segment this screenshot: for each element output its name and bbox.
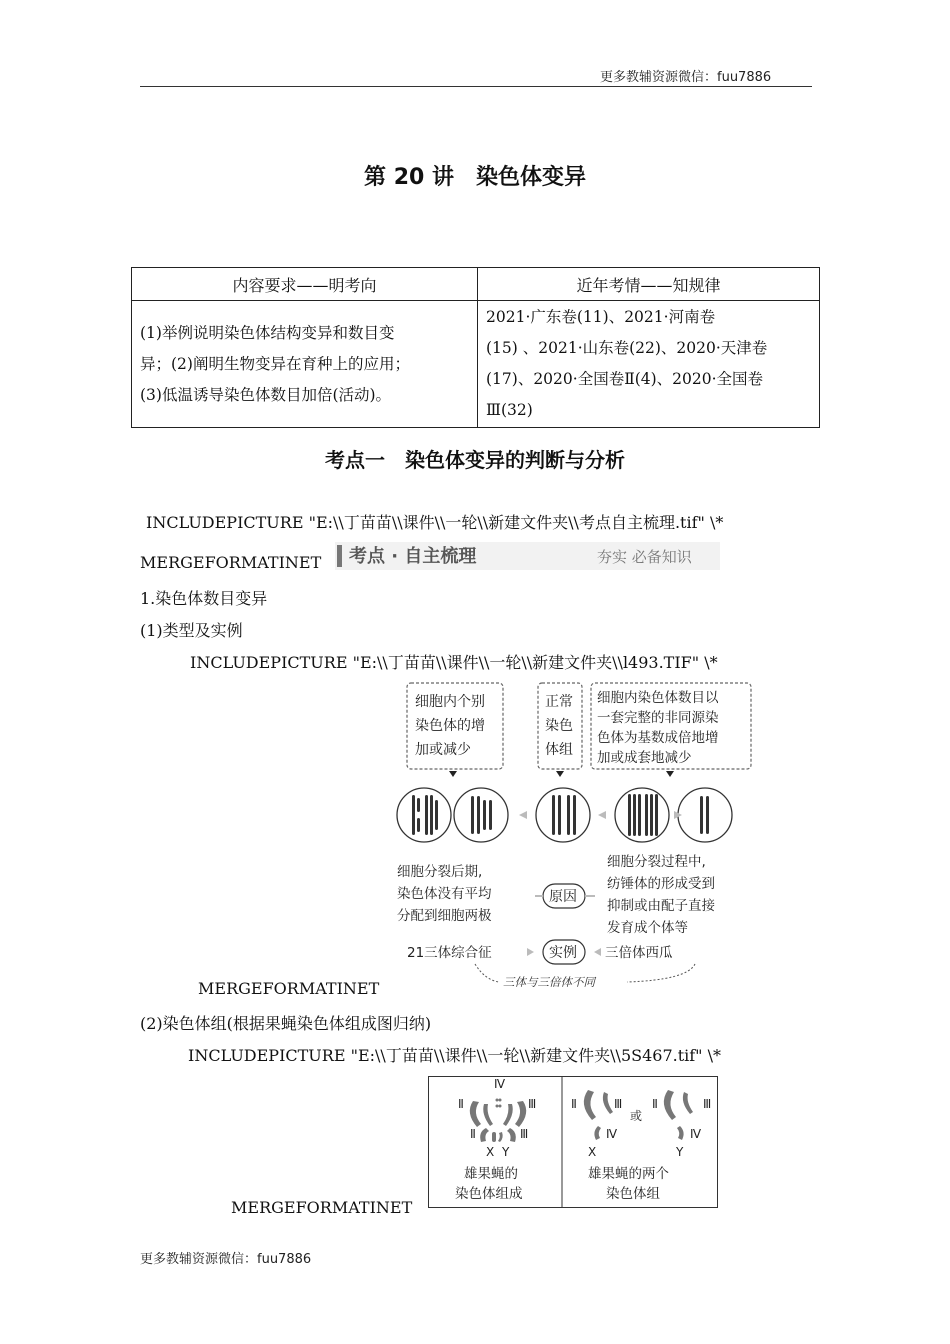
requirements-line: (1)举例说明染色体结构变异和数目变 bbox=[140, 323, 395, 342]
include-field-code: INCLUDEPICTURE "E:\\丁苗苗\\课件\\一轮\\新建文件夹\\5S467.tif" \* bbox=[188, 1046, 722, 1065]
include-field-code: INCLUDEPICTURE "E:\\丁苗苗\\课件\\一轮\\新建文件夹\\l493.TIF" \* bbox=[190, 653, 718, 672]
page-footer: 更多教辅资源微信：fuu7886 bbox=[140, 1252, 312, 1267]
chromosome-label-ii: Ⅱ bbox=[470, 1127, 476, 1141]
cause-left-line: 细胞分裂后期, bbox=[397, 864, 483, 880]
right-caption-line: 雄果蝇的两个 bbox=[588, 1166, 669, 1182]
lecture-title: 第 20 讲 染色体变异 bbox=[364, 165, 586, 190]
cause-right-line: 纺锤体的形成受到 bbox=[607, 876, 715, 892]
box-right-line: 细胞内染色体数目以 bbox=[597, 690, 719, 706]
example-label: 实例 bbox=[549, 945, 577, 961]
chromosome-label-x: X bbox=[486, 1145, 495, 1159]
chromosome-label-iv: Ⅳ bbox=[494, 1077, 506, 1091]
cause-left-line: 分配到细胞两极 bbox=[397, 908, 492, 924]
cause-label: 原因 bbox=[549, 889, 577, 905]
chromosome-label-ii: Ⅱ bbox=[458, 1097, 464, 1111]
chromosome-number-variation-figure bbox=[395, 680, 760, 992]
page-header: 更多教辅资源微信：fuu7886 bbox=[600, 70, 772, 85]
requirements-line: (3)低温诱导染色体数目加倍(活动)。 bbox=[140, 385, 392, 404]
exam-trends-header: 近年考情——知规律 bbox=[478, 268, 820, 301]
exam-trends-line: 2021·广东卷(11)、2021·河南卷 bbox=[486, 308, 716, 326]
chromosome-label-x: X bbox=[588, 1145, 597, 1159]
chromosome-label-iii: Ⅲ bbox=[703, 1097, 712, 1111]
chromosome-label-iv: Ⅳ bbox=[606, 1127, 618, 1141]
include-field-code: INCLUDEPICTURE "E:\\丁苗苗\\课件\\一轮\\新建文件夹\\考点自主梳理.tif" \* bbox=[146, 513, 724, 532]
chromosome-label-y: Y bbox=[502, 1145, 510, 1159]
requirements-table bbox=[131, 267, 820, 428]
merge-field-code: MERGEFORMATINET bbox=[231, 1198, 413, 1217]
section-banner bbox=[335, 542, 720, 570]
point-heading: 1.染色体数目变异 bbox=[140, 589, 268, 608]
chromosome-label-ii: Ⅱ bbox=[571, 1097, 577, 1111]
chromosome-label-iii: Ⅲ bbox=[614, 1097, 623, 1111]
chromosome-label-iv: Ⅳ bbox=[690, 1127, 702, 1141]
left-caption-line: 染色体组成 bbox=[455, 1186, 523, 1202]
cause-right-line: 抑制或由配子直接 bbox=[607, 898, 715, 914]
cause-right-line: 发育成个体等 bbox=[607, 920, 688, 936]
box-right-line: 加或成套地减少 bbox=[597, 750, 692, 766]
chromosome-label-y: Y bbox=[676, 1145, 684, 1159]
cause-right-line: 细胞分裂过程中, bbox=[607, 854, 706, 870]
chromosome-label-iii: Ⅲ bbox=[520, 1127, 529, 1141]
box-left-line: 染色体的增 bbox=[415, 718, 485, 734]
box-right-line: 一套完整的非同源染 bbox=[597, 710, 719, 726]
requirements-line: 异；(2)阐明生物变异在育种上的应用； bbox=[140, 354, 410, 373]
sub-heading: (2)染色体组(根据果蝇染色体组成图归纳) bbox=[140, 1014, 432, 1033]
or-label: 或 bbox=[630, 1109, 643, 1123]
sub-heading: (1)类型及实例 bbox=[140, 621, 243, 640]
header-rule bbox=[140, 86, 812, 87]
requirements-header: 内容要求——明考向 bbox=[132, 268, 478, 301]
chromosome-label-iii: Ⅲ bbox=[528, 1097, 537, 1111]
box-mid-line: 体组 bbox=[545, 742, 573, 758]
exam-trends-line: (17)、2020·全国卷Ⅱ(4)、2020·全国卷 bbox=[486, 370, 764, 388]
note-text: 三体与三倍体不同 bbox=[503, 975, 595, 989]
exam-trends-line: Ⅲ(32) bbox=[486, 401, 533, 419]
box-left-line: 加或减少 bbox=[415, 742, 471, 758]
right-caption-line: 染色体组 bbox=[606, 1186, 660, 1202]
requirements-cell bbox=[132, 301, 478, 428]
box-left-line: 细胞内个别 bbox=[415, 694, 485, 710]
chromosome-label-ii: Ⅱ bbox=[652, 1097, 658, 1111]
left-caption-line: 雄果蝇的 bbox=[464, 1166, 518, 1182]
box-mid-line: 正常 bbox=[545, 694, 573, 710]
section-title: 考点一 染色体变异的判断与分析 bbox=[325, 448, 625, 472]
banner-left-text: 考点 · 自主梳理 bbox=[349, 546, 477, 567]
example-right: 三倍体西瓜 bbox=[605, 945, 673, 961]
exam-trends-line: (15) 、2021·山东卷(22)、2020·天津卷 bbox=[486, 339, 768, 357]
box-right-line: 色体为基数成倍地增 bbox=[597, 730, 719, 746]
merge-field-code: MERGEFORMATINET bbox=[198, 979, 380, 998]
fruit-fly-chromosome-figure bbox=[428, 1076, 718, 1208]
box-mid-line: 染色 bbox=[545, 718, 573, 734]
banner-right-text: 夯实 必备知识 bbox=[597, 548, 692, 566]
cause-left-line: 染色体没有平均 bbox=[397, 886, 492, 902]
exam-trends-cell bbox=[478, 301, 820, 428]
example-left: 21三体综合征 bbox=[407, 945, 492, 961]
merge-field-code: MERGEFORMATINET bbox=[140, 553, 322, 572]
